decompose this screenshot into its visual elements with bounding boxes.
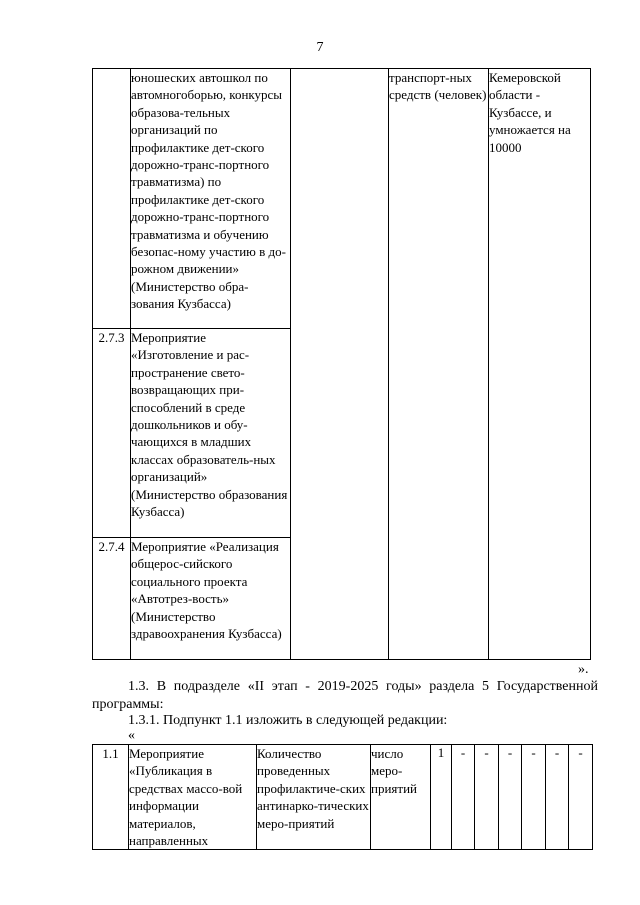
number-cell bbox=[93, 69, 131, 329]
indicator-name-1-1: Количество проведенных профилактиче-ских антинарко-тических меро-приятий bbox=[257, 745, 371, 850]
merged-empty-cell bbox=[291, 69, 389, 660]
value-cell: - bbox=[546, 745, 569, 850]
calculation-method-cell: Кемеровской области - Кузбассе, и умножается на 10000 bbox=[489, 69, 591, 660]
indicator-unit-cell: транспорт-ных средств (человек) bbox=[389, 69, 489, 660]
page-number: 7 bbox=[316, 40, 324, 55]
table-row-continued bbox=[93, 69, 591, 329]
program-table-continued bbox=[92, 68, 591, 660]
value-cell: - bbox=[499, 745, 522, 850]
event-description-2-7-4: Мероприятие «Реализация общерос-сийского социального проекта «Автотрез-вость» (Министерство здравоохранения Кузбасса) bbox=[131, 538, 291, 660]
row-number-2-7-4: 2.7.4 bbox=[93, 538, 131, 660]
value-cell: 1 bbox=[431, 745, 452, 850]
opening-quote: « bbox=[128, 728, 135, 743]
value-cell: - bbox=[452, 745, 475, 850]
event-description-1-1: Мероприятие «Публикация в средствах массо-вой информации материалов, направленных bbox=[129, 745, 257, 850]
row-number-1-1: 1.1 bbox=[93, 745, 129, 850]
program-table-new bbox=[92, 744, 593, 850]
value-cell: - bbox=[522, 745, 546, 850]
table-row-1-1 bbox=[93, 745, 593, 850]
event-description-2-7-3: Мероприятие «Изготовление и рас-пространение свето-возвращающих при-способлений в среде дошкольников и обу-чающихся в младших классах образователь-ных организаций» (Министерство образования Кузбасса) bbox=[131, 329, 291, 538]
value-cell: - bbox=[475, 745, 499, 850]
section-paragraph-1-3-1: 1.3.1. Подпункт 1.1 изложить в следующей редакции: bbox=[128, 713, 448, 728]
row-number-2-7-3: 2.7.3 bbox=[93, 329, 131, 538]
unit-1-1: число меро-приятий bbox=[371, 745, 431, 850]
value-cell: - bbox=[569, 745, 593, 850]
section-paragraph-1-3: 1.3. В подразделе «II этап - 2019-2025 годы» раздела 5 Государственной программы: bbox=[92, 679, 598, 712]
closing-quote: ». bbox=[578, 662, 589, 677]
event-description-cell: юношеских автошкол по автомногоборью, конкурсы образова-тельных организаций по профилактике дет-ского дорожно-транс-портного травматизма) по профилактике дет-ского дорожно-транс-портного травматизма и обучению безопас-ному участию в до-рожном движении» (Министерство обра-зования Кузбасса) bbox=[131, 69, 291, 329]
